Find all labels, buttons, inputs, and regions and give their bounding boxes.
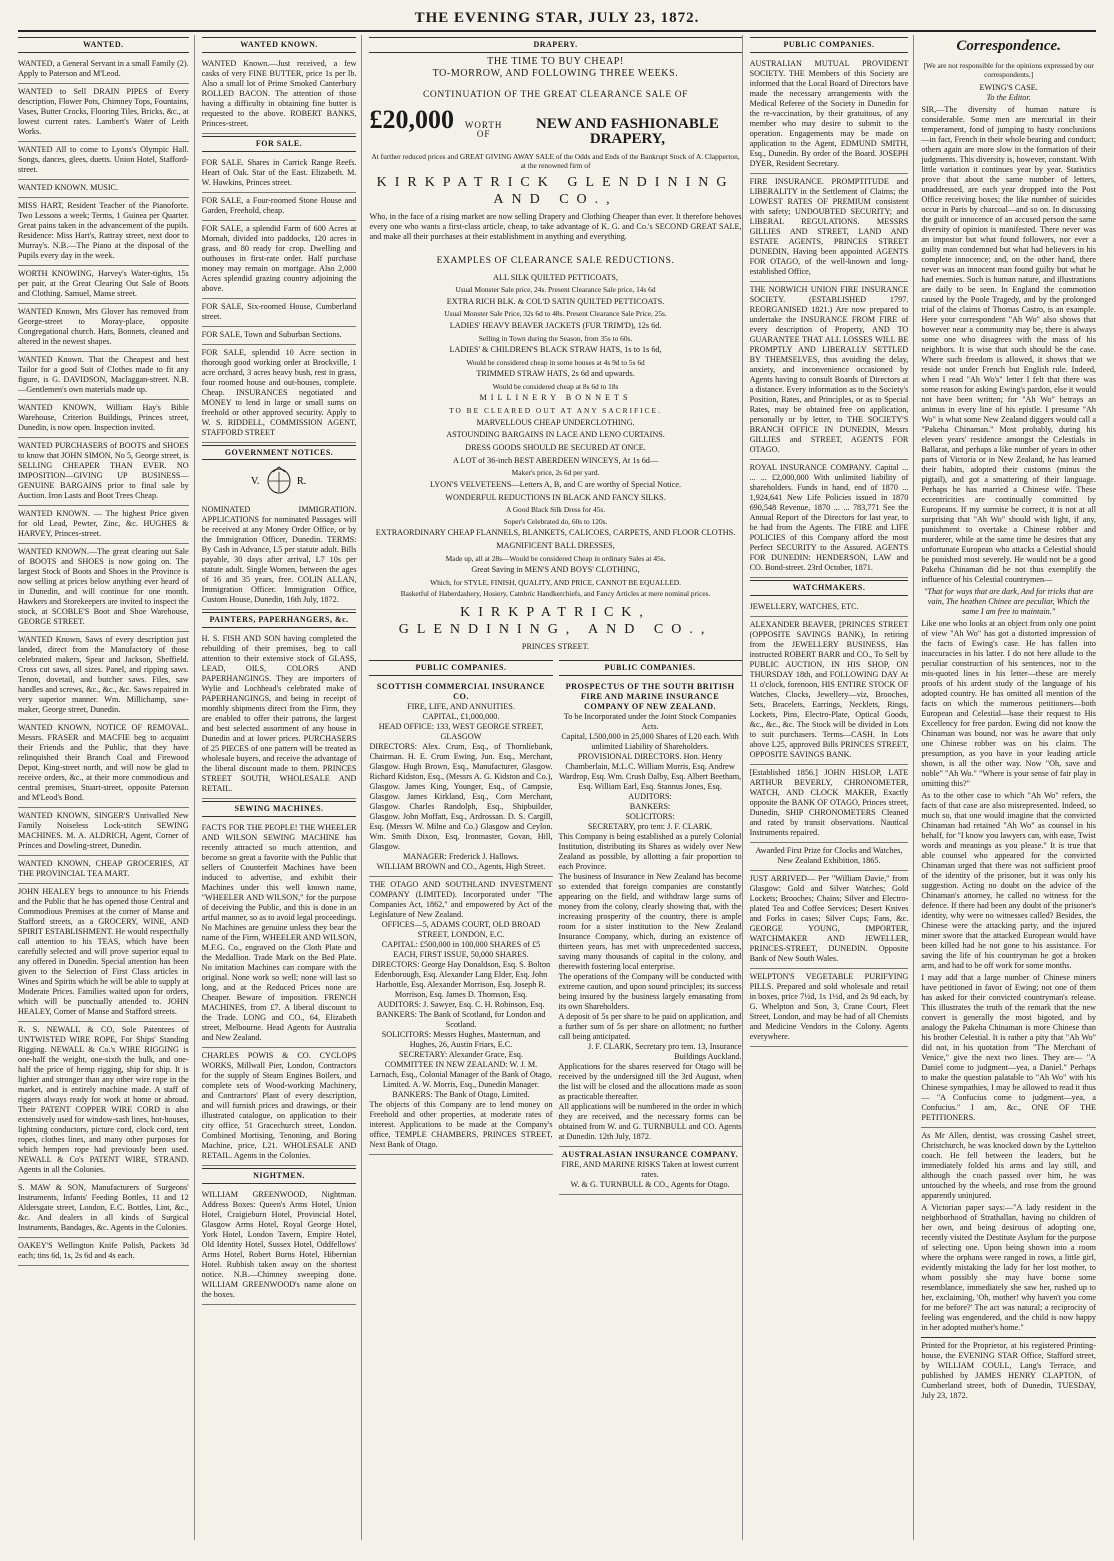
column-5 [921,35,1096,1540]
drapery-intro: At further reduced prices and GREAT GIVING AWAY SALE of the Odds and Ends of the Bankrupt Stock of A. Clapperton, at the renowned firm of [371,151,740,170]
item-line: LADIES' HEAVY BEAVER JACKETS (FUR TRIM'D), 12s 6d. [449,320,662,330]
examples-heading: EXAMPLES OF CLEARANCE SALE REDUCTIONS. [436,255,675,266]
ad-18: R. S. NEWALL & CO, Sole Patentees of UNTWISTED WIRE ROPE, For Ships' Standing Rigging. NEWALL & Co.'s WIRE RIGGING is one-half the weight, one-sixth the bulk, and one-half the price of hemp rigging, ship for ship. It is lighter and stronger than any other wire rope in the market, and is entirely machine made. A staff of riggers always ready for work at home or abroad. Their PATENT COPPER WIRE CORD is also extensively used for window-sash lines, hot-houses, lightning conductors, picture cord, clock cord, tent ropes, clothes lines, and many other purposes for which hempen rope had previously been used. NEWALL & Co's PATENT WIRE, STRAND. Agents in all the Colonies. [18,1022,189,1180]
letter-paragraph: Like one who looks at an object from only one point of view "Ah Wo" has got a distorted impression of the facts of Ewing's case. He has fallen into inaccuracies in his latter. I do not here allude to the peculiar construction of his sentences, nor to the mis-quoted lines in his letter—these are merely proofs of his ardent study of the language of his adopted country. He has omitted all mention of the facts on which the numerous petitioners—both European and Celestial—base their request to His Excellency for free pardon. Ewing did not know the Chinaman was bound, nor was he aware that only one Chinese robber was on his claim. The presumption, as you have in your leading article shown, is all the other way. Now "Oh, save and noble" "Ah Wo." "Where is your sense of fair play in omitting this?" [921,619,1096,789]
jewellery-heading: JEWELLERY, WATCHES, ETC. [750,599,909,617]
section-heading-drapery: DRAPERY. [369,37,741,53]
section-heading-wanted: WANTED. [18,37,189,53]
ad-11: WANTED KNOWN. — The highest Price given for old Lead, Pewter, Zinc, &c. HUGHES & HARVEY, Princes-street. [18,506,189,544]
hero-text: NEW AND FASHIONABLE DRAPERY, [536,115,719,147]
item-line: TO BE CLEARED OUT AT ANY SACRIFICE. [449,406,662,416]
ad-17: JOHN HEALEY begs to announce to his Friends and the Public that he has opened those Central and Commodious Premises at the corner of Manse and Stafford streets, as a GROCERY, WINE, AND SPIRIT ESTABLISHMENT. He would respectfully call attention to his TEAS, which have been carefully selected and will prove superior equal to any offered in Dunedin. Special attention has been given to the Selection of First Class articles in Wines and Spirits which he will be able to supply at Moderate Prices. Families waited upon for orders, which will be punctually attended to. JOHN HEALEY, Corner of Manse and Stafford streets. [18,884,189,1022]
item-line: EXTRA RICH BLK. & COL'D SATIN QUILTED PETTICOATS. [446,296,665,306]
news-item: A Victorian paper says:—"A lady resident in the neighborhood of Strathallan, having no children of her own, and being desirous of adopting one, recently visited the Destitute Asylum for the purpose of selecting one. Upon being shown into a room where the orphans were ranged in rows, a little girl, evidently mistaking the lady for her lost mother, to whom possibly she may have borne some resemblance, immediately she saw her, rushed up to her, exclaiming, 'Oh, mother! why haven't you come for me before?' The act was natural; a reciprocity of feeling was engendered, and the child is now happy in her adopted mother's home." [921,1203,1096,1333]
item-line: ALL SILK QUILTED PETTICOATS, [493,272,618,282]
prize-note: Awarded First Prize for Clocks and Watches, New Zealand Exhibition, 1865. [750,843,909,871]
sewing-ad: FACTS FOR THE PEOPLE! THE WHEELER AND WILSON SEWING MACHINE has recently attracted so much attention, and become so great a favorite with the Public that sellers of Counterfeit Machines have been induced to advertise, and exhibit their Machines under this well known name, "WHEELER AND WILSON," for the purpose of deceiving the Public, and this is done in an artful manner, so as to avoid legal proceedings. No Machines are genuine unless they bear the name of the Firm, WHEELER AND WILSON, M.F.G. Co., engraved on the Cloth Plate and the Medallion. Trade Mark on the Bed Plate. No imitation Machines can compare with the original. None work so well; none will last so long, and at the Reduced Prices none are Cheaper. Beware of imposition. FRENCH MACHINES, from £7. A liberal discount to the Trade. LONG and CO., 64, Elizabeth street, Melbourne. Head Agents for Australia and New Zealand. [202,820,357,1048]
item-line: LYON'S VELVETEENS—Letters A, B, and C are worthy of Special Notice. [430,479,682,489]
item-line: ASTOUNDING BARGAINS IN LACE AND LENO CURTAINS. [446,430,665,440]
hislop-ad: [Established 1856.] JOHN HISLOP, LATE ARTHUR BEVERLY, CHRONOMETER, WATCH, AND CLOCK MAKER, Exactly opposite the BANK OF OTAGO, Princes street, Dunedin, SHIP CHRONOMETERS Cleaned and rated by transit observations. Nautical Instruments repaired. [750,765,909,843]
letter-paragraph: SIR,—The diversity of human nature is considerable. Some men are mercurial in their temperament, fond of jumping to hasty conclusions—in fact, French in their whole bearing and conduct; others again are more slow in the formation of their judgments. This diversity is, however, constant. With little variation it continues year by year. Statistics prove that about the same number of letters, unaddressed, are each year dropped into the Post Office receiving boxes; the like number of suicides occur in Paris by charcoal—and so on. In discussing the guilt or innocence of an accused person the same diversity of opinion is manifested. There never was an impostor but what found followers, nor ever a guilty man condemned but what had believers in his complete innocence; and, on the other hand, there never was an innocent man found guilty but what he had enemies. Such is human nature, and illustrations are daily to be seen. In England the commotion caused by the Poole Tragedy, and by the prolonged trial of the claims of Thomas Castro, is an example. Here your correspondent "Ah Wo" also shows that however near a community may be, there is always some one who disagrees with the mass of his neighbors. It is wise that such should be the case. Where such freedom is allowed, it shows that we reside not under French but English rule. Indeed, when I read "Ah Wo's" letter I felt that there was some reason for asking Ewing's pardon, else it would not have been written; for "Ah Wo" betrays an animus in every line of his epistle. I presume "Ah Wo" is what some New Zealand diggers would call a "Pakeha Chinaman." Most probably, during his eleven years' residence amongst the Celestials in Ballarat, and perhaps a like number of years in other parts of Victoria or in New Zealand, he has learned their habits, adopted their customs (minus the pigtail), and got a smattering of their language. Perhaps he has married a Chinese wife. These eccentricities are continually committed by Europeans. If my surmise be correct, it is not at all surprising that "Ah Wo" should wish light, if any, punishment to overtake a Chinese robber and murderer, while at the same time he desires that any unfortunate European who attacks a Celestial should be punished most severely. He would not be a good Pakeha Chinaman did he not thus exemplify the influence of his Celestial countrymen— [921,105,1096,585]
public-companies-split [369,658,741,1195]
letter-body [921,105,1096,1333]
correspondence-title: Correspondence. [956,38,1061,54]
sale-ad-4: FOR SALE, Six-roomed House, Cumberland street. [202,299,357,327]
hero-amount: £20,000 [369,104,454,134]
drapery-para: Who, in the face of a rising market are now selling Drapery and Clothing Cheaper than ever. It therefore behoves every one who wants a first-class article, cheap, to take advantage of K. G. and Co.'s SECOND GREAT SALE, and make all their purchases at their establishment in anything and everything. [369,211,742,241]
imprint: Printed for the Proprietor, at his registered Printing-house, the EVENING STAR Office, Stafford street, by WILLIAM COULL, Lang's Terrace, and published by JAMES HENRY CLAPTON, of Cumberland street, both of Dunedin, TUESDAY, July 23, 1872. [921,1337,1096,1401]
svg-text:V.: V. [251,476,260,488]
column-3 [369,35,742,1540]
public-companies-left [369,658,552,1195]
powis-ad: CHARLES POWIS & CO. CYCLOPS WORKS, Millwall Pier, London, Contractors for the supply of Steam Engines Boilers, and complete sets of Wood-working Machinery, and Contractors' Plant of every description, and will furnish prices and drawings, or their illustrated catalogue, on application to their city office, 51 Gracechurch street, London. Combined Mortising, Tenoning, and Boring Machine, price, L21. WHOLESALE AND RETAIL. Agents in the Colonies. [202,1048,357,1166]
section-heading-watchmakers: WATCHMAKERS. [750,580,909,596]
ad-4: WANTED KNOWN. MUSIC. [18,180,189,198]
scottish-ad: SCOTTISH COMMERCIAL INSURANCE CO. FIRE, LIFE, AND ANNUITIES. CAPITAL, £1,000,000. HEAD OFFICE: 133, WEST GEORGE STREET, GLASGOW DIRECTORS: Alex. Crum, Esq., of Thornliebank, Chairman. H. E. Crum Ewing, Jun. Esq., Merchant, Glasgow. Hugh Brown, Esq., Manufacturer, Glasgow. Richard Kidston, Esq., (Messrs A. G. Kidston and Co.), Glasgow. James King, Younger, Esq., of Campsie, Glasgow. James Kirkland, Esq., Corn Merchant, Glasgow. Charles Randolph, Esq., Shipbuilder, Glasgow. John Moffatt, Esq., Ardrossan. D. S. Cargill, Esq. (Messrs W. Milne and Co.) Glasgow and Ceylon. Wm. Smith Dixon, Esq, Ironmaster, Govan, Hill, Glasgow. MANAGER: Frederick J. Hallows. WILLIAM BROWN and CO., Agents, High Street. [369,679,552,877]
item-line: A LOT of 36-inch BEST ABERDEEN WINCEYS, At 1s 6d— [452,455,659,465]
firm-name-bottom: KIRKPATRICK, GLENDINING, AND CO., [398,604,713,637]
clearance-items [369,272,741,600]
fire-insurance-ad: FIRE INSURANCE. PROMPTITUDE and LIBERALITY in the Settlement of Claims; the LOWEST RATES OF PREMIUM consistent with safety; UNDOUBTED SECURITY; and LIBERAL REGULATIONS. MESSRS GILLIES AND STREET, LAND AND ESTATE AGENTS, PRINCES STREET DUNEDIN, Having been appointed AGENTS FOR OTAGO, of the well-known and long-established Office, [750,174,909,282]
section-heading-for-sale: FOR SALE. [202,136,357,152]
ad-7: WANTED Known, Mrs Glover has removed from George-street to Moray-place, opposite Congregational church. Hats, Bonnets, cleaned and altered in the newest shapes. [18,304,189,352]
column-4 [750,35,915,1540]
firm-address: PRINCES STREET. [521,641,590,651]
amp-ad: AUSTRALIAN MUTUAL PROVIDENT SOCIETY. THE Members of this Society are informed that the Local Board of Directors have made the necessary arrangements with the Medical Referee of the Society in Dunedin for the re-vaccination, by their gratuitous, of any member who may desire to submit to the operation. Engagements may be made on application to the Agent, EDMUND SMITH, Esq., Dunedin. By order of the Board. JOSEPH DYER, Resident Secretary. [750,56,909,174]
columns [18,35,1096,1540]
section-heading-public-left: PUBLIC COMPANIES. [369,660,552,676]
ad-6: WORTH KNOWING, Harvey's Water-tights, 15s per pair, at the Great Clearing Out Sale of Boots and Clothing. Samuel, Manse street. [18,266,189,304]
drapery-line-1: THE TIME TO BUY CHEAP! [487,55,624,67]
column-2 [202,35,363,1540]
young-ad: JUST ARRIVED— Per "William Davie," from Glasgow: Gold and Silver Watches; Gold Lockets; Brooches; Chains; Silver and Electro-plated Tea and Coffee Services; Desert Knives and Forks in cases; Silver Cups; Fans, &c. GEORGE YOUNG, IMPORTER, WATCHMAKER AND JEWELLER, PRINCES-STREET, DUNEDIN. Opposite Bank of New South Wales. [750,871,909,969]
item-line: Made up, all at 28s—Would be considered Cheap in ordinary Sales at 45s. [445,553,666,563]
royal-crest-icon [202,464,357,498]
item-line: EXTRAORDINARY CHEAP FLANNELS, BLANKETS, CALICOES, CARPETS, AND FLOOR CLOTHS. [375,528,736,538]
section-heading-public-right: PUBLIC COMPANIES. [559,660,742,676]
item-line: MARVELLOUS CHEAP UNDERCLOTHING. [476,417,635,427]
section-heading-painters: PAINTERS, PAPERHANGERS, &c. [202,612,357,628]
norwich-ad: THE NORWICH UNION FIRE INSURANCE SOCIETY. (ESTABLISHED 1797. REORGANISED 1821.) Are now prepared to undertake the INSURANCE FROM FIRE of every description of Property, AND TO GUARANTEE THAT ALL LOSSES WILL BE PROMPTLY AND LIBERALLY SETTLED BY THEMSELVES, thus avoiding the delay, anxiety, and inconvenience occasioned by Agents having to consult Boards of Directors at a distance. Every information as to the Society's Position, Rates, and Principles, or as to Special Rates, may be obtained free on application, personally or by letter, to THE SOCIETY'S BRANCH OFFICE IN DUNEDIN, Messrs GILLIES and STREET, AGENTS FOR OTAGO. [750,282,909,460]
section-heading-government: GOVERNMENT NOTICES. [202,445,357,461]
ad-3: WANTED All to come to Lyons's Olympic Hall. Songs, dances, glees, duetts. Union Hotel, Stafford-street. [18,142,189,180]
ad-10: WANTED PURCHASERS of BOOTS and SHOES to know that JOHN SIMON, No 5, George street, is SELLING CHEAPER THAN EVER. NO IMPOSITION—GIVING UP BUSINESS—GENUINE BARGAINS prior to final sale by Auction. Iron Lasts and Boot Trees Cheap. [18,438,189,506]
item-line: Which, for STYLE, FINISH, QUALITY, AND PRICE, CANNOT BE EQUALLED. [430,577,681,587]
ad-2: WANTED to Sell DRAIN PIPES of Every description, Flower Pots, Chimney Tops, Fountains, Vases, Butter Crocks, Flooring Tiles, Bricks, &c., at lowest current rates. Lambert's Water of Leith Works. [18,84,189,142]
ad-19: S. MAW & SON, Manufacturers of Surgeons' Instruments, Infants' Feeding Bottles, 11 and 12 Aldersgate street, London, E.C. Bottles, Lint, &c., &c. And dealers in all kinds of Surgical Instruments, Bandages, &c. Agents in the Colonies. [18,1180,189,1238]
public-companies-right [559,658,742,1195]
letter-paragraph: As to the other case to which "Ah Wo" refers, the facts of that case are also misrepresented. Indeed, so much so, that one would imagine that the convicted Chinaman had retained "Ah Wo" as counsel in his behalf, for "I know you lawyers can, with ease, Twist words and meanings as you please." It is true that able counsel who appeared for the convicted Chinaman urged that there was not sufficient proof of the identity of the prisoner, but it was only his suggestion. Acting no doubt on the advice of the Chinaman's attorney, he called no witness for the defence. If there had been any doubt of the prisoner's identity, why were no witnesses called? Besides, the Chinese were the attacking party, and the injured miner swore that the attacked European would have been killed had he not gone to his assistance. For saving the life of his countryman he got a broken arm, and had to be off work for some months. [921,791,1096,971]
nightman-ad: WILLIAM GREENWOOD, Nightman. Address Boxes: Queen's Arms Hotel, Union Hotel, Craigieburn Hotel, Provincial Hotel, Glasgow Arms Hotel, Royal George Hotel, York Hotel, London Tavern, Empire Hotel, Old Identity Hotel, Sussex Hotel, Oddfellows' Arms Hotel, Robert Burns Hotel, Hibernian Hotel. Rubbish taken away on the shortest notice. N.B.—Chimney sweeping done. WILLIAM GREENWOOD's name alone on the boxes. [202,1187,357,1305]
section-heading-public-companies: PUBLIC COMPANIES. [750,37,909,53]
item-line: Usual Monster Sale Price, 32s 6d to 48s. Present Clearance Sale Price, 25s. [444,309,667,319]
ad-5: MISS HART, Resident Teacher of the Pianoforte. Two Lessons a week; Terms, 1 Guinea per Quarter. Great pains taken in the advancement of the pupils. Residence: Miss Hart's, Rattray street, next door to Murray's. N.B.—The Piano at the disposal of the Pupils every day in the week. [18,198,189,266]
royal-insurance-ad: ROYAL INSURANCE COMPANY. Capital ... ... ... £2,000,000 With unlimited liability of shareholders. Funds in hand, end of 1870 ... 1,924,641 New Life Policies issued in 1870 690,548 Revenue, 1870 ... ... 783,771 See the Annual Report of the Directors for last year, to be had from the Agents. The FIRE and LIFE POLICIES of this Company afford the most Perfect SECURITY to the Assured. AGENTS FOR DUNEDIN: HENDERSON, LAW and CO. Bond-street. 23rd October, 1871. [750,460,909,578]
item-line: Would be considered cheap at 8s 6d to 18s [492,381,619,391]
item-line: Maker's price, 2s 6d per yard. [511,468,600,478]
news-item: As Mr Allen, dentist, was crossing Cashel street, Christchurch, he was knocked down by the Lyttelton coach. He fell between the leaders, but he immediately folded his arms and lay still, and although the coach passed over him, he was untouched by the wheels, and rose from the ground apparently uninjured. [921,1127,1096,1201]
item-line: MILLINERY BONNETS [479,393,632,403]
ad-8: WANTED Known. That the Cheapest and best Tailor for a good Suit of Clothes made to fit any figure, is G. DAVIDSON, Maclaggan-street. N.B.—Gentlemen's own materials made up. [18,352,189,400]
item-line: Would be considered cheap in some houses at 4s 9d to 5s 6d [466,357,645,367]
drapery-line-3: CONTINUATION OF THE GREAT CLEARANCE SALE OF [422,90,689,101]
ad-12: WANTED KNOWN.—The great clearing out Sale of BOOTS and SHOES is now going on. The largest Stock of Boots and Shoes in the Province is now selling at prices below anything ever heard of in Dunedin, and will continue for one month. Hawkers and Storekeepers are invited to inspect the stock, at SCOBLE'S Boot and Shoe Warehouse, GEORGE STREET. [18,544,189,632]
item-line: LADIES' & CHILDREN'S BLACK STRAW HATS, 1s to 1s 6d, [449,345,662,355]
gov-notice: NOMINATED IMMIGRATION. APPLICATIONS for nominated Passages will be received at any Money Order Office, or by the Immigration Officer, Dunedin. TERMS: By Cash in Advance, L5 per statute adult. Bills payable, 30 days after arrival, L7 10s per statute adult. Single Women, between the ages of 16 and 35 years, free. COLIN ALLAN, Immigration Officer. Immigration Office, Custom House, Dunedin, 16th July, 1872. [202,502,357,610]
ad-butter: WANTED Known.—Just received, a few casks of very FINE BUTTER, price 1s per lb. Also a small lot of Prime Smoked Canterbury ROLLED BACON. The attention of those having a difficulty in obtaining fine butter is requested to the above. ROBERT BANKS, Princes-street. [202,56,357,134]
item-line: DRESS GOODS SHOULD BE SECURED AT ONCE. [465,442,646,452]
firm-name: KIRKPATRICK GLENDINING AND CO., [376,174,735,207]
sale-ad-3: FOR SALE, a splendid Farm of 600 Acres at Mornah, divided into paddocks, 120 acres in grass, and 80 ready for crop. Dwelling and outhouses in first-rate order. Half purchase money may remain on mortgage. Also 2,000 Acres splendid grazing country adjoining the above. [202,221,357,299]
case-title: EWING'S CASE. [979,83,1038,93]
ad-20: OAKEY'S Wellington Knife Polish, Packets 3d each; tins 6d, 1s, 2s 6d and 4s each. [18,1238,189,1266]
item-line: A Good Black Silk Dress for 45s. [505,505,606,515]
column-1 [18,35,195,1540]
sale-ad-2: FOR SALE, a Four-roomed Stone House and Garden, Freehold, cheap. [202,193,357,221]
ad-15: WANTED KNOWN, SINGER'S Unrivalled New Family Noiseless Lock-stitch SEWING MACHINES. M. A. ALDRICH, Agent, Corner of Princes and Dowling-street, Dunedin. [18,808,189,856]
item-line: WONDERFUL REDUCTIONS IN BLACK AND FANCY SILKS. [445,492,666,502]
to-editor: To the Editor. [986,93,1031,103]
sale-ad-5: FOR SALE, Town and Suburban Sections. [202,327,357,345]
australasian-ad: AUSTRALASIAN INSURANCE COMPANY. FIRE, AND MARINE RISKS Taken at lowest current rates. W. & G. TURNBULL & CO., Agents for Otago. [559,1147,742,1195]
svg-text:R.: R. [297,476,307,488]
ad-13: WANTED Known, Saws of every description just landed, direct from the Manufactory of those celebrated makers, Spear and Jackson, Sheffield. Cross cut saws, all sizes. Panel, and ripping saws. Tenon, dovetail, and butcher saws. Files, saw handles and screws, &c., &c., &c. Saws repaired in very superior manner. Wm. Millichamp, saw-maker, George street, Dunedin. [18,632,189,720]
south-british-ad: PROSPECTUS OF THE SOUTH BRITISH FIRE AND MARINE INSURANCE COMPANY OF NEW ZEALAND. To be Incorporated under the Joint Stock Companies Acts. Capital, L500,000 in 25,000 Shares of L20 each. With unlimited Liability of Shareholders. PROVISIONAL DIRECTORS. Hon. Henry Chamberlain, M.L.C. William Morris, Esq. Andrew Wardrop, Esq. Wm. Crush Dalby, Esq. Albert Beetham, Esq. William Earl, Esq. Stannus Jones, Esq. AUDITORS: BANKERS: SOLICITORS: SECRETARY, pro tem: J. F. CLARK. This Company is being established as a purely Colonial Institution, distributing its Shares as widely over New Zealand as possible, by allotting a fair proportion to each Province. The business of Insurance in New Zealand has become so extended that foreign companies are constantly appearing on the field, and withdraw large sums of money from the colony, clearly showing that, with the increasing prosperity of the country, there is ample room for a sister institution to the New Zealand Insurance Company, which, during an existence of thirteen years, has met with unprecedented success, saving many thousands of capital in the colony, and therewith fostering local enterprise. The operations of the Company will be conducted with extreme caution, and upon sound principles; its success being insured by the business largely emanating from its own Shareholders. A deposit of 5s per share to be paid on application, and a further sum of 5s per share on allotment; no further call being anticipated. J. F. CLARK, Secretary pro tem. 13, Insurance Buildings Auckland. Applications for the shares reserved for Otago will be received by the undersigned till the 3rd August, when the list will be closed and the allocations made as soon as practicable thereafter. All applications will be numbered in the order in which they are received, and the necessary forms can be obtained from W. and G. TURNBULL and CO. Agents at Dunedin. 12th July, 1872. [559,679,742,1147]
item-line: MAGNIFICENT BALL DRESSES, [496,540,615,550]
beaver-ad: ALEXANDER BEAVER, [PRINCES STREET (OPPOSITE SAVINGS BANK), In retiring from the JEWELLERY BUSINESS, Has instructed ROBERT BARR and CO., To Sell by PUBLIC AUCTION, IN HIS SHOP, ON THURSDAY 18th, and FOLLOWING DAY At 11 o'clock, forenoon, HIS ENTIRE STOCK OF Watches, Clocks, Jewellery—viz, Brooches, Sets, Bracelets, Earrings, Necklets, Rings, Lockets, Pins, Electro-Plate, Optical Goods, &c., &c., &c. The Stock will be divided in Lots to suit purchasers. Terms—CASH. In Lots above L25, approved Bills PRINCES STREET, OPPOSITE SAVINGS BANK. [750,617,909,765]
letter-paragraph: I may add that a large number of Chinese miners have petitioned in favor of Ewing; not one of them has asked for their convicted countryman's release. This illustrates the truth of the remark that the new convert is generally the most bigoted, and by analogy the Pakeha Chinaman is more Chinese than his brother Celestial. It is rather a pity that "Ah Wo" did not, in his quotation from "The Merchant of Venice," give the next two lines. They are— "A Daniel come to judgment—yea, a Daniel." Perhaps to make the question palatable to "Ah Wo" with his Chinese sympathies, I may be allowed to read it thus— "A Confucius come to judgment—yea, a Confucius." I am, &c., ONE OF THE PETITIONERS. [921,973,1096,1123]
section-heading-nightmen: NIGHTMEN. [202,1168,357,1184]
otago-southland-ad: THE OTAGO AND SOUTHLAND INVESTMENT COMPANY (LIMITED). Incorporated under "The Companies Act, 1862," and empowered by Act of the Legislature of New Zealand. OFFICES—5, ADAMS COURT, OLD BROAD STREET, LONDON, E.C. CAPITAL: £500,000 in 100,000 SHARES of £5 EACH, FIRST ISSUE, 50,000 SHARES. DIRECTORS: George Hay Donaldson, Esq. S. Bolton Edenborough, Esq. Alexander Lang Elder, Esq. John Harbottle, Esq. Alexander Morrison, Esq. Joseph R. Morrison, Esq. James D. Thomson, Esq. AUDITORS: J. Sawyer, Esq. C. H. Robinson, Esq. BANKERS: The Bank of Scotland, for London and Scotland. SOLICITORS: Messrs Hughes, Masterman, and Hughes, 26, Austin Friars, E.C. SECRETARY: Alexander Grace, Esq. COMMITTEE IN NEW ZEALAND: W. J. M. Larnach, Esq., Colonial Manager of the Bank of Otago, Limited. A. W. Morris, Esq., Dunedin Manager. BANKERS: The Bank of Otago, Limited. The objects of this Company are to lend money on Freehold and other properties, at moderate rates of interest. Applications to be made at the Company's office, TEMPLE CHAMBERS, PRINCES STREET, Next Bank of Otago. [369,877,552,1155]
sale-ad-6: FOR SALE, splendid 10 Acre section in thorough good working order at Brockville, 1 acre orchard, 3 acres heavy bush, rest in grass, four roomed house and out-houses, complete. Cheap. INSURANCES negotiated and MONEY to lend in large or small sums on freehold or other approved security. Apply to W. S. RIDDELL, COMMISSION AGENT, STAFFORD STREET [202,345,357,443]
letter-verse: "That for ways that are dark, And for tricks that are vain, The heathen Chinee are peculiar, Which the same I am free to maintain." [923,587,1094,617]
item-line: Soper's Celebrated do, 60s to 120s. [503,516,608,526]
hero-amount-line [369,104,741,147]
ad-16: WANTED KNOWN, CHEAP GROCERIES, AT THE PROVINCIAL TEA MART. [18,856,189,884]
paint-ad: H. S. FISH AND SON having completed the rebuilding of their premises, beg to call attention to their extensive stock of GLASS, LEAD, OILS, COLORS AND PAPERHANGINGS. They are importers of Wylie and Lochhead's celebrated make of PAPERHANGINGS, and being in receipt of monthly shipments direct from the Firm, they are enabled to offer their patrons, the largest and best selected assortment of any house in Dunedin and at lower prices. PURCHASERS of 25 PIECES of one pattern will be treated as wholesale buyers, and receive the advantage of the liberal discount made to them. PRINCES STREET SOUTH, WHOLESALE AND RETAIL. [202,631,357,799]
section-heading-sewing: SEWING MACHINES. [202,801,357,817]
item-line: Selling in Town during the Season, from 35s to 60s. [478,333,633,343]
ad-9: WANTED KNOWN, William Hay's Bible Warehouse, Criterion Buildings, Princes street, Dunedin, is now open. Inspection invited. [18,400,189,438]
ad-14: WANTED KNOWN, NOTICE OF REMOVAL. Messrs. FRASER and MACFIE beg to acquaint their Friends and the Public, that they have relinquished their Branch Coal and Firewood Depot, King-street north, and will now be glad to receive orders, &c., at their more commodious and central premises, Stuart-street, opposite Paterson and M'Leod's Bond. [18,720,189,808]
item-line: Basketful of Haberdashery, Hosiery, Cambric Handkerchiefs, and Fancy Articles at mere nominal prices. [400,589,711,599]
sale-ad-1: FOR SALE. Shares in Carrick Range Reefs. Heart of Oak. Star of the East. Elizabeth. M. W. Hawkins, Princes street. [202,155,357,193]
ad-1: WANTED, a General Servant in a small Family (2). Apply to Paterson and M'Leod. [18,56,189,84]
section-heading-wanted-known: WANTED KNOWN. [202,37,357,53]
item-line: Great Saving in MEN'S AND BOYS' CLOTHING, [471,565,640,575]
item-line: Usual Monster Sale price, 24s. Present Clearance Sale price, 14s 6d [455,285,656,295]
welpton-ad: WELPTON'S VEGETABLE PURIFYING PILLS. Prepared and sold wholesale and retail in boxes, price 7½d, 1s 1½d, and 2s 9d each, by G. Whelpton and Son, 3, Crane Court, Fleet Street, London, and may be had of all Chemists and Medicine Vendors in the Colony. Agents everywhere. [750,969,909,1047]
masthead: THE EVENING STAR, JULY 23, 1872. [18,10,1096,32]
drapery-line-2: TO-MORROW, AND FOLLOWING THREE WEEKS. [432,67,679,79]
item-line: TRIMMED STRAW HATS, 2s 6d and upwards. [476,369,635,379]
disclaimer: [We are not responsible for the opinions expressed by our correspondents.] [923,61,1094,80]
hero-worth: WORTH OF [464,119,503,139]
